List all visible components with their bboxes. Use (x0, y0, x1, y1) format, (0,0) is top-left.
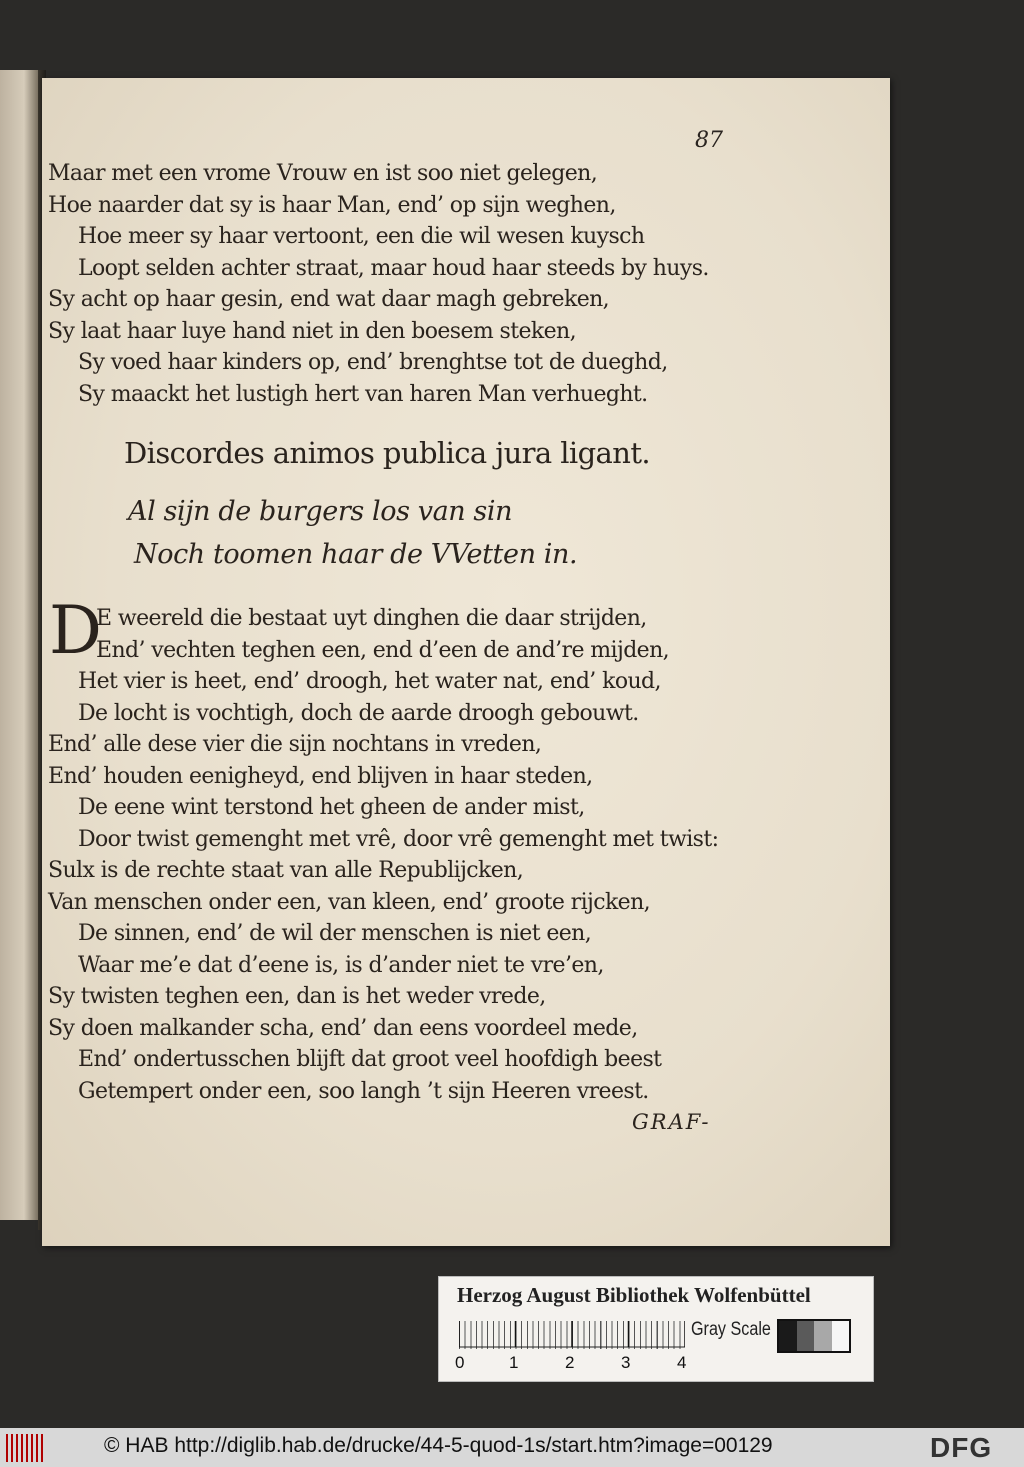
emblem-motto (128, 490, 577, 576)
verse-line: Maar met een vrome Vrouw en ist soo niet gelegen, (48, 161, 598, 186)
gray-swatch (832, 1321, 850, 1351)
footer-copyright-url[interactable]: © HAB http://diglib.hab.de/drucke/44-5-quod-1s/start.htm?image=00129 (104, 1434, 773, 1457)
verse-line: Hoe meer sy haar vertoont, een die wil wesen kuysch (78, 224, 645, 249)
verse-line: De eene wint terstond het gheen de ander mist, (78, 795, 585, 820)
verse-line: Sy laat haar luye hand niet in den boesem steken, (48, 318, 576, 344)
verse-line: End’ vechten teghen een, end d’een de and’re mijden, (96, 637, 670, 663)
scale-digit: 2 (565, 1353, 575, 1372)
scale-digit: 0 (455, 1353, 465, 1372)
verse-line: Sy twisten teghen een, dan is het weder vrede, (48, 984, 546, 1009)
motto-line-2: Noch toomen haar de VVetten in. (134, 539, 578, 570)
catchword: GRAF- (632, 1110, 711, 1134)
verse-line: De sinnen, end’ de wil der menschen is niet een, (78, 921, 592, 946)
footer-bar (0, 1428, 1024, 1467)
library-name: Herzog August Bibliothek Wolfenbüttel (457, 1283, 811, 1307)
verse-line: End’ alle dese vier die sijn nochtans in vreden, (48, 732, 542, 757)
verse-line: Sy voed haar kinders op, end’ brenghtse tot de dueghd, (78, 350, 668, 375)
gray-scale-label: Gray Scale (691, 1319, 771, 1340)
scale-digit: 3 (621, 1353, 631, 1372)
gray-swatch (814, 1321, 832, 1351)
scale-digit: 4 (677, 1353, 687, 1372)
verse-line: Sy doen malkander scha, end’ dan eens voordeel mede, (48, 1015, 638, 1041)
drop-capital: D (49, 592, 102, 669)
verse-line: Hoe naarder dat sy is haar Man, end’ op sijn weghen, (48, 192, 616, 218)
hab-logo-icon (6, 1434, 46, 1462)
gray-swatch (779, 1321, 797, 1351)
library-label (438, 1276, 874, 1382)
verse-line: Door twist gemenght met vrê, door vrê gemenght met twist: (78, 826, 719, 852)
stanza-1 (48, 158, 709, 410)
motto-line-1: Al sijn de burgers los van sin (128, 496, 513, 527)
verse-line: End’ ondertusschen blijft dat groot veel hoofdigh beest (78, 1047, 662, 1072)
page-number: 87 (695, 128, 723, 153)
verse-line: Sulx is de rechte staat van alle Republijcken, (48, 858, 524, 883)
facing-page-edge (0, 70, 40, 1220)
scale-digit: 1 (509, 1353, 519, 1372)
verse-line: De locht is vochtigh, doch de aarde droogh gebouwt. (78, 700, 639, 726)
dfg-logo: DFG (930, 1432, 993, 1463)
verse-line: Sy maackt het lustigh hert van haren Man verhueght. (78, 381, 648, 407)
stanza-2 (48, 603, 718, 1107)
verse-line: Het vier is heet, end’ droogh, het water nat, end’ koud, (78, 669, 661, 694)
emblem-heading: Discordes animos publica jura ligant. (124, 436, 650, 470)
verse-line: E weereld die bestaat uyt dinghen die daar strijden, (96, 606, 647, 631)
gray-swatch (797, 1321, 815, 1351)
verse-line: Getempert onder een, soo langh ’t sijn Heeren vreest. (78, 1078, 649, 1104)
scale-ticks (459, 1317, 685, 1349)
gray-scale-swatches (777, 1319, 851, 1353)
verse-line: Loopt selden achter straat, maar houd haar steeds by huys. (78, 255, 709, 281)
scale-digits (455, 1353, 695, 1375)
verse-line: Waar me’e dat d’eene is, is d’ander niet te vre’en, (78, 952, 604, 978)
verse-line: Sy acht op haar gesin, end wat daar magh gebreken, (48, 287, 610, 312)
verse-line: End’ houden eenigheyd, end blijven in haar steden, (48, 763, 593, 789)
verse-line: Van menschen onder een, van kleen, end’ groote rijcken, (48, 889, 651, 915)
